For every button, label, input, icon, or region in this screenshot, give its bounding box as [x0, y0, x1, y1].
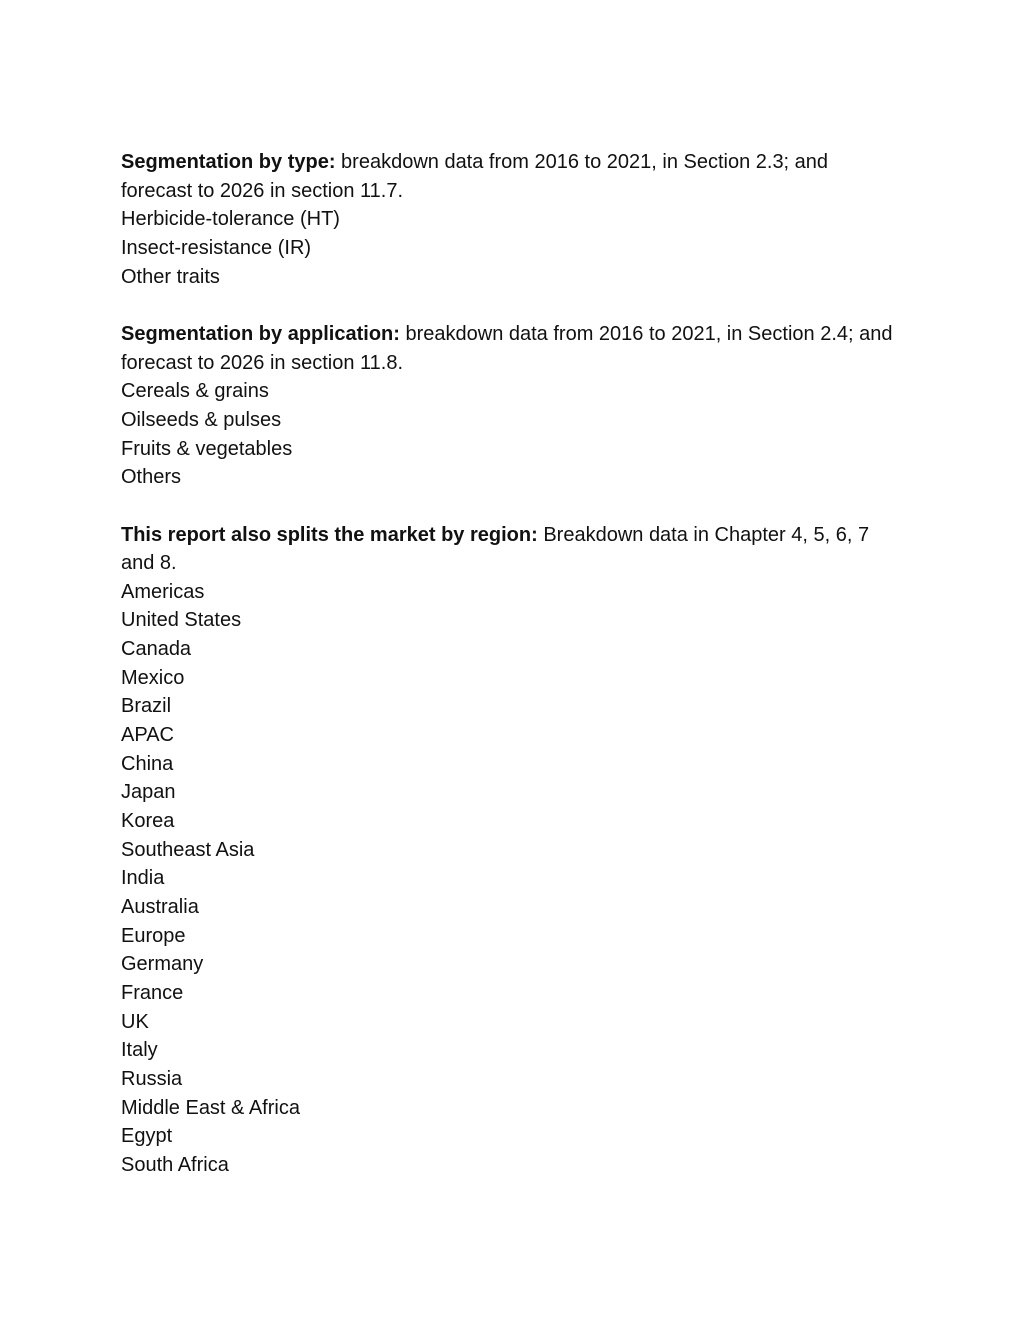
list-item: Americas	[121, 580, 205, 603]
type-list	[121, 205, 896, 291]
region-section	[121, 521, 896, 1180]
section-heading-description: breakdown data from 2016 to 2021, in Section 2.4; and forecast to 2026 in section 11.8.	[121, 322, 893, 374]
section-heading	[121, 521, 896, 578]
section-heading	[121, 148, 896, 205]
list-item: India	[121, 867, 165, 890]
list-item: China	[121, 752, 174, 775]
list-item: Brazil	[121, 695, 172, 718]
segmentation-by-application-section	[121, 320, 896, 492]
list-item: Germany	[121, 953, 204, 976]
section-heading-label: This report also splits the market by region:	[121, 523, 538, 546]
list-item: Middle East & Africa	[121, 1096, 300, 1119]
list-item: Herbicide-tolerance (HT)	[121, 208, 340, 231]
list-item: France	[121, 982, 184, 1004]
list-item: Japan	[121, 781, 176, 804]
list-item: Mexico	[121, 666, 185, 689]
list-item: Fruits & vegetables	[121, 437, 293, 460]
list-item: United States	[121, 609, 242, 632]
list-item: Southeast Asia	[121, 838, 255, 861]
document-page	[121, 148, 896, 1180]
section-heading-label: Segmentation by application:	[121, 322, 400, 345]
list-item: Oilseeds & pulses	[121, 408, 282, 431]
segmentation-by-type-section	[121, 148, 896, 291]
section-heading-description: breakdown data from 2016 to 2021, in Section 2.3; and forecast to 2026 in section 11.7.	[121, 151, 829, 202]
region-list	[121, 578, 896, 1180]
list-item: Australia	[121, 896, 199, 919]
list-item: UK	[121, 1010, 149, 1033]
application-list	[121, 377, 896, 492]
list-item: Korea	[121, 810, 175, 833]
list-item: South Africa	[121, 1153, 229, 1176]
list-item: Italy	[121, 1039, 158, 1062]
list-item: Cereals & grains	[121, 380, 269, 403]
section-heading	[121, 320, 896, 377]
section-heading-description: Breakdown data in Chapter 4, 5, 6, 7 and 8.	[121, 523, 870, 575]
list-item: Egypt	[121, 1125, 173, 1148]
list-item: Russia	[121, 1067, 183, 1090]
section-heading-label: Segmentation by type:	[121, 151, 336, 173]
list-item: Insect-resistance (IR)	[121, 236, 312, 259]
list-item: Europe	[121, 924, 186, 947]
list-item: Canada	[121, 638, 192, 661]
list-item: APAC	[121, 724, 174, 747]
list-item: Other traits	[121, 265, 220, 288]
list-item: Others	[121, 466, 182, 489]
